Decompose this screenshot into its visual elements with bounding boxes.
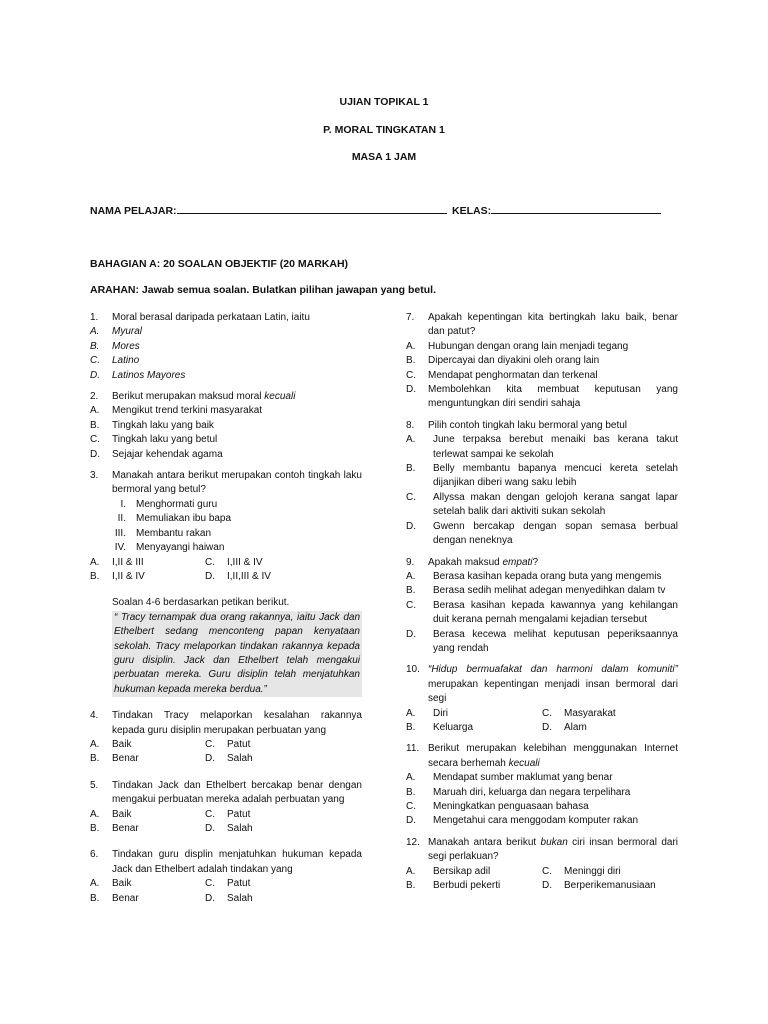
option-c[interactable]: C. Patut (205, 808, 251, 820)
question-3 (90, 469, 362, 584)
option-d[interactable]: D. Salah (205, 823, 253, 834)
question-number: 3. (90, 470, 99, 482)
options-row (406, 707, 678, 721)
option-a[interactable]: A. I,II & III (90, 556, 144, 568)
question-number: 12. (406, 836, 420, 848)
roman-item-1: I. Menghormati guru (120, 498, 218, 510)
question-5 (90, 779, 362, 837)
name-underline (177, 204, 447, 214)
question-8 (406, 419, 678, 549)
option-b[interactable]: B. Dipercayai dan diyakini oleh orang lain (406, 355, 600, 367)
question-number: 7. (406, 312, 415, 323)
option-a[interactable]: A. Baik (90, 878, 132, 890)
options-row (90, 822, 362, 836)
options-row (90, 752, 362, 766)
option-c[interactable]: C. Patut (205, 878, 251, 890)
question-text: Tindakan guru displin menjatuhkan hukuman kepada Jack dan Ethelbert adalah tindakan yang (112, 849, 362, 875)
options-row (90, 808, 362, 822)
passage-intro: Soalan 4-6 berdasarkan petikan berikut. (112, 597, 290, 609)
option-d[interactable]: D. Membolehkan kita membuat keputusan yang menguntungkan diri sendiri sahaja (406, 384, 678, 410)
option-a[interactable]: A. Bersikap adil (406, 865, 491, 877)
question-text: Tindakan Tracy melaporkan kesalahan rakannya kepada guru disiplin merupakan perbuatan yang (112, 710, 362, 736)
option-a[interactable]: A. Baik (90, 738, 132, 750)
option-b[interactable]: B. Benar (90, 753, 139, 765)
option-d[interactable]: D. Gwenn bercakap dengan sopan semasa berbual dengan neneknya (406, 520, 678, 547)
question-number: 9. (406, 556, 415, 568)
options-row (406, 865, 678, 879)
question-number: 11. (406, 743, 420, 755)
option-b[interactable]: B. Berasa sedih melihat adegan menyedihkan dalam tv (406, 585, 666, 597)
option-b[interactable]: B. I,II & IV (90, 570, 145, 582)
option-d[interactable]: D. Salah (205, 753, 253, 765)
question-7 (406, 311, 678, 412)
option-c[interactable]: C. Allyssa makan dengan gelojoh kerana sangat lapar setelah balik dari aktiviti sukan sekolah (406, 491, 678, 518)
option-a[interactable]: A. Mendapat sumber maklumat yang benar (406, 772, 613, 784)
question-text: Berikut merupakan maksud moral kecuali (112, 391, 296, 403)
question-text: Manakah antara berikut bukan ciri insan bermoral dari segi perlakuan? (428, 836, 678, 863)
option-d[interactable]: D. Mengetahui cara menggodam komputer rakan (406, 815, 639, 827)
exam-subject: P. MORAL TINGKATAN 1 (323, 124, 445, 136)
option-b[interactable]: B. Mores (90, 340, 140, 352)
question-4 (90, 709, 362, 767)
question-number: 10. (406, 664, 420, 676)
option-b[interactable]: B. Tingkah laku yang baik (90, 419, 214, 431)
question-6 (90, 848, 362, 906)
question-text: Apakah maksud empati? (428, 556, 539, 568)
exam-title: UJIAN TOPIKAL 1 (339, 96, 429, 108)
instruction-label: ARAHAN: (90, 284, 139, 296)
option-d[interactable]: D. Latinos Mayores (90, 369, 186, 381)
option-c[interactable]: C. I,III & IV (205, 556, 263, 568)
options-row (90, 556, 362, 570)
question-10 (406, 663, 678, 735)
option-d[interactable]: D. Sejajar kehendak agama (90, 448, 223, 460)
options-row (90, 877, 362, 891)
question-number: 1. (90, 312, 99, 323)
question-1 (90, 311, 362, 383)
option-a[interactable]: A. Berasa kasihan kepada orang buta yang mengemis (406, 570, 662, 582)
instruction (90, 284, 436, 296)
option-b[interactable]: B. Berbudi pekerti (406, 880, 501, 892)
question-text: Berikut merupakan kelebihan menggunakan Internet secara berhemah kecuali (428, 743, 678, 769)
option-a[interactable]: A. Mengikut trend terkini masyarakat (90, 405, 263, 417)
question-text: Tindakan Jack dan Ethelbert bercakap benar dengan mengakui perbuatan mereka adalah perbuatan yang (112, 779, 362, 806)
option-a[interactable]: A. Myural (90, 326, 143, 338)
exam-time: MASA 1 JAM (351, 151, 417, 163)
name-field[interactable] (90, 204, 447, 217)
question-number: 2. (90, 391, 99, 403)
question-text: Moral berasal daripada perkataan Latin, iaitu (112, 312, 310, 323)
option-c[interactable]: C. Meningkatkan penguasaan bahasa (406, 801, 589, 812)
option-d[interactable]: D. Salah (205, 892, 253, 904)
option-c[interactable]: C. Masyarakat (542, 707, 616, 719)
options-row (90, 892, 362, 906)
passage-block (90, 596, 362, 697)
roman-item-3: III. Membantu rakan (114, 527, 212, 539)
option-d[interactable]: D. I,II,III & IV (205, 570, 271, 582)
options-row (406, 721, 678, 735)
section-title: BAHAGIAN A: 20 SOALAN OBJEKTIF (20 MARKAH) (90, 258, 349, 270)
class-underline (491, 204, 661, 214)
option-c[interactable]: C. Patut (205, 738, 251, 750)
option-b[interactable]: B. Keluarga (406, 721, 474, 733)
option-c[interactable]: C. Tingkah laku yang betul (90, 434, 218, 446)
option-c[interactable]: C. Berasa kasihan kepada kawannya yang kehilangan duit kerana pernah mengalami kejadian tersebut (406, 599, 678, 626)
option-a[interactable]: A. Diri (406, 707, 448, 719)
question-text: Pilih contoh tingkah laku bermoral yang betul (428, 419, 628, 431)
option-b[interactable]: B. Belly membantu bapanya mencuci kereta setelah dijanjikan diberi wang saku lebih (406, 463, 678, 489)
question-text: Apakah kepentingan kita bertingkah laku baik, benar dan patut? (428, 312, 678, 338)
option-c[interactable]: C. Latino (90, 355, 140, 367)
options-row (90, 738, 362, 752)
question-11 (406, 742, 678, 828)
option-d[interactable]: D. Berasa kecewa melihat keputusan peperiksaannya yang rendah (406, 628, 678, 654)
roman-item-4: IV. Menyayangi haiwan (114, 542, 225, 554)
option-b[interactable]: B. Maruah diri, keluarga dan negara terpelihara (406, 786, 631, 798)
question-12 (406, 836, 678, 894)
question-2 (90, 390, 362, 462)
option-a[interactable]: A. June terpaksa berebut menaiki bas kerana takut terlewat sampai ke sekolah (406, 434, 678, 460)
option-c[interactable]: C. Meninggi diri (542, 865, 621, 877)
class-field[interactable] (452, 204, 661, 217)
question-number: 8. (406, 419, 415, 431)
question-number: 5. (90, 779, 99, 791)
question-text: Manakah antara berikut merupakan contoh tingkah laku bermoral yang betul? (112, 470, 362, 496)
question-text: “Hidup bermuafakat dan harmoni dalam komuniti” merupakan kepentingan menjadi insan bermoral dari segi (428, 664, 678, 705)
class-label: KELAS: (452, 205, 492, 217)
left-column (90, 311, 362, 913)
option-d[interactable]: D. Berperikemanusiaan (542, 880, 656, 892)
instruction-text: Jawab semua soalan. Bulatkan pilihan jawapan yang betul. (141, 284, 437, 296)
option-c[interactable]: C. Mendapat penghormatan dan terkenal (406, 369, 598, 381)
option-a[interactable]: A. Baik (90, 808, 132, 820)
options-row (406, 879, 678, 893)
right-column (406, 311, 678, 900)
passage-quote: “ Tracy ternampak dua orang rakannya, iaitu Jack dan Ethelbert sedang menconteng papan kenyataan sekolah. Tracy melaporkan tindakan rakannya kepada guru disiplin. Jack dan Ethelbert telah mengakui perbuatan mereka. Guru disiplin telah menjatuhkan hukuman kepada mereka berdua.” (112, 611, 362, 697)
roman-item-2: II. Memuliakan ibu bapa (117, 513, 232, 525)
option-a[interactable]: A. Hubungan dengan orang lain menjadi tegang (406, 340, 629, 352)
question-number: 6. (90, 849, 99, 861)
option-b[interactable]: B. Benar (90, 892, 139, 904)
question-number: 4. (90, 710, 99, 722)
option-d[interactable]: D. Alam (542, 721, 587, 733)
question-9 (406, 556, 678, 657)
options-row (90, 570, 362, 584)
option-b[interactable]: B. Benar (90, 823, 139, 834)
name-label: NAMA PELAJAR: (90, 205, 177, 217)
